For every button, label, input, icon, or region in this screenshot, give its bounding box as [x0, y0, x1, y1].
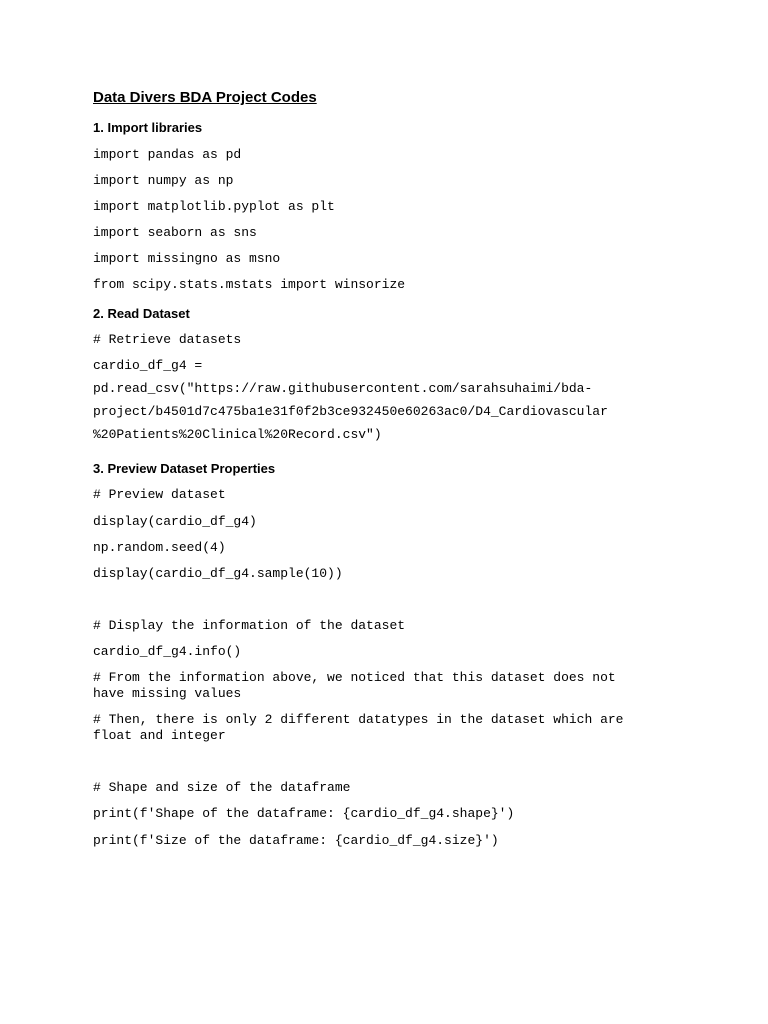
code-line: import seaborn as sns — [93, 225, 257, 240]
document-title: Data Divers BDA Project Codes — [93, 89, 317, 106]
code-line: cardio_df_g4 = — [93, 358, 203, 373]
code-line: %20Patients%20Clinical%20Record.csv") — [93, 427, 382, 442]
code-line: float and integer — [93, 728, 226, 743]
code-line: # Retrieve datasets — [93, 332, 242, 347]
code-line: print(f'Shape of the dataframe: {cardio_df_g4.shape}') — [93, 806, 515, 821]
code-line: # Display the information of the dataset — [93, 618, 406, 633]
code-line: import missingno as msno — [93, 251, 281, 266]
section-heading-import: 1. Import libraries — [93, 120, 203, 135]
section-heading-read: 2. Read Dataset — [93, 306, 190, 321]
code-line: from scipy.stats.mstats import winsorize — [93, 277, 406, 292]
code-line: have missing values — [93, 686, 242, 701]
section-heading-preview: 3. Preview Dataset Properties — [93, 461, 276, 476]
code-line: # From the information above, we noticed that this dataset does not — [93, 670, 616, 685]
code-line: # Preview dataset — [93, 487, 226, 502]
code-line: print(f'Size of the dataframe: {cardio_df_g4.size}') — [93, 833, 499, 848]
code-line: project/b4501d7c475ba1e31f0f2b3ce932450e60263ac0/D4_Cardiovascular — [93, 404, 608, 419]
code-line: display(cardio_df_g4.sample(10)) — [93, 566, 343, 581]
code-line: pd.read_csv("https://raw.githubusercontent.com/sarahsuhaimi/bda- — [93, 381, 593, 396]
code-line: import matplotlib.pyplot as plt — [93, 199, 335, 214]
code-line: np.random.seed(4) — [93, 540, 226, 555]
code-line: display(cardio_df_g4) — [93, 514, 257, 529]
code-line: import numpy as np — [93, 173, 234, 188]
code-line: # Then, there is only 2 different datatypes in the dataset which are — [93, 712, 624, 727]
code-line: import pandas as pd — [93, 147, 242, 162]
code-line: cardio_df_g4.info() — [93, 644, 242, 659]
code-line: # Shape and size of the dataframe — [93, 780, 351, 795]
